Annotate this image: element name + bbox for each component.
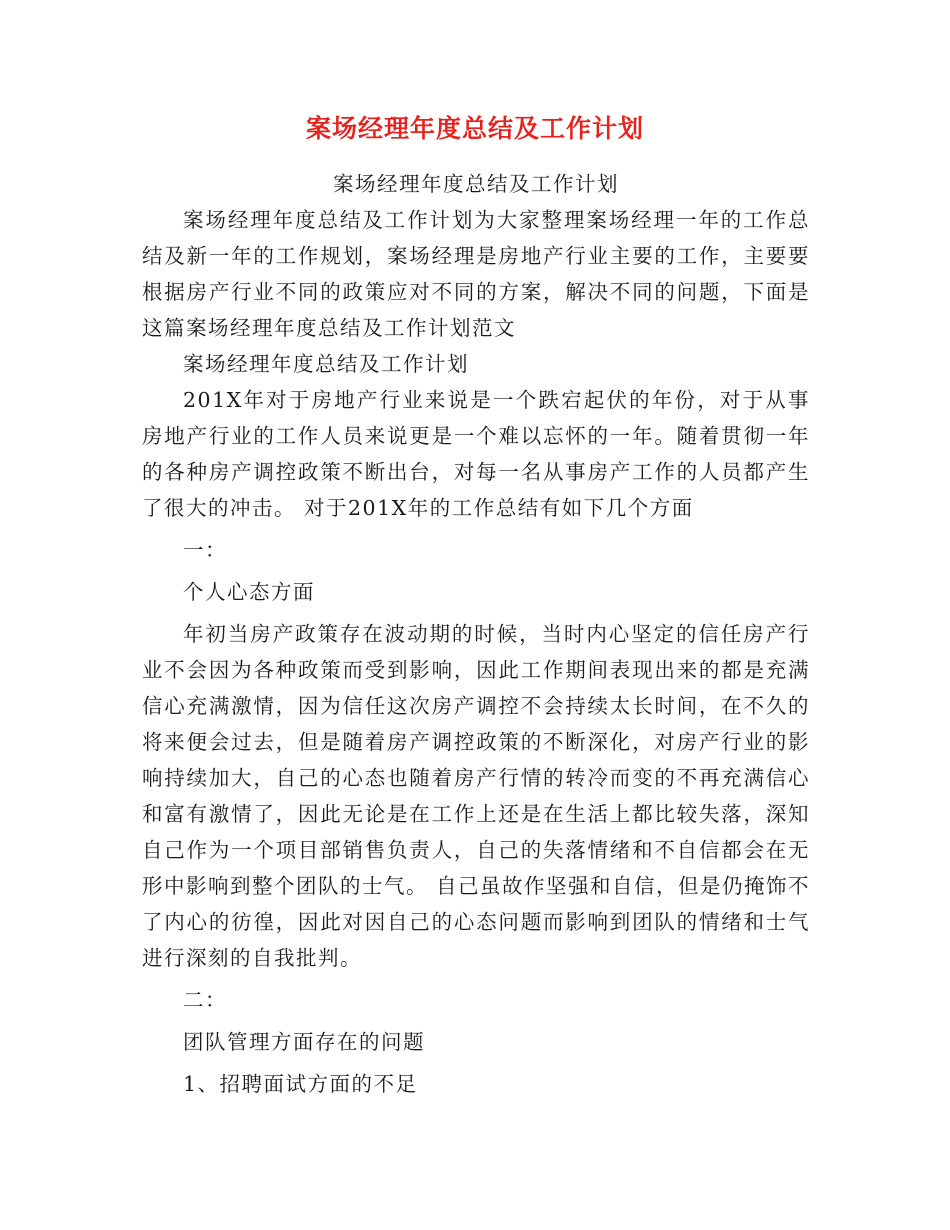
paragraph-overview: 201X年对于房地产行业来说是一个跌宕起伏的年份，对于从事房地产行业的工作人员来说更是一个难以忘怀的一年。随着贯彻一年的各种房产调控政策不断出台，对每一名从事房产工作的人员都产生了很大的冲击。 对于201X年的工作总结有如下几个方面 — [142, 388, 810, 520]
section-heading-team: 团队管理方面存在的问题 — [183, 1030, 425, 1054]
subsection-recruiting: 1、招聘面试方面的不足 — [183, 1072, 418, 1096]
paragraph-mindset: 年初当房产政策存在波动期的时候，当时内心坚定的信任房产行业不会因为各种政策而受到影响，因此工作期间表现出来的都是充满信心充满激情，因为信任这次房产调控不会持续太长时间，在不久的将来便会过去，但是随着房产调控政策的不断深化，对房产行业的影响持续加大，自己的心态也随着房产行情的转冷而变的不再充满信心和富有激情了，因此无论是在工作上还是在生活上都比较失落，深知自己作为一个项目部销售负责人，自己的失落情绪和不自信都会在无形中影响到整个团队的士气。 自己虽故作坚强和自信，但是仍掩饰不了内心的彷徨，因此对因自己的心态问题而影响到团队的情绪和士气进行深刻的自我批判。 — [142, 622, 811, 970]
document-title: 案场经理年度总结及工作计划 — [305, 114, 644, 143]
paragraph-intro: 案场经理年度总结及工作计划为大家整理案场经理一年的工作总结及新一年的工作规划，案场经理是房地产行业主要的工作，主要要根据房产行业不同的政策应对不同的方案，解决不同的问题，下面是这篇案场经理年度总结及工作计划范文 — [142, 208, 810, 340]
section-number-two: 二： — [183, 988, 227, 1012]
paragraph-heading: 案场经理年度总结及工作计划 — [183, 352, 469, 376]
document-body — [142, 166, 810, 1102]
document-subtitle: 案场经理年度总结及工作计划 — [333, 172, 619, 196]
section-heading-mindset: 个人心态方面 — [183, 580, 315, 604]
section-number-one: 一： — [183, 538, 227, 562]
